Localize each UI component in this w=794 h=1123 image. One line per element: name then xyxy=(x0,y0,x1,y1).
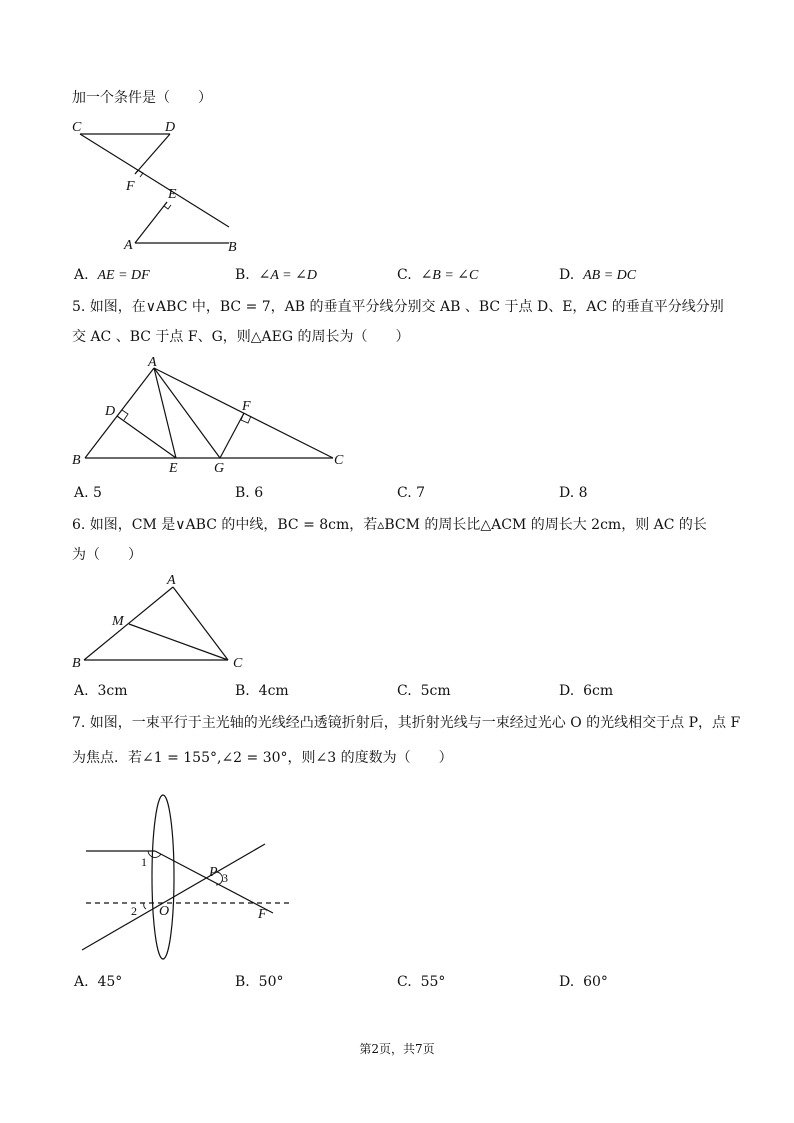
q4-segment-EA xyxy=(135,202,167,243)
q5-label-B: B xyxy=(72,453,81,468)
option-text: 5 xyxy=(93,485,102,501)
q4-label-F: F xyxy=(126,179,135,194)
page-footer: 第2页，共7页 xyxy=(359,1042,435,1056)
q6-segment-BA xyxy=(84,587,173,660)
option-letter: B. xyxy=(235,683,250,699)
q5-option-a[interactable] xyxy=(74,484,102,502)
option-letter: B. xyxy=(235,267,250,283)
q7-label-F: F xyxy=(258,907,267,922)
option-letter: D. xyxy=(559,267,575,283)
q4-label-C: C xyxy=(72,120,82,135)
option-text: AE = DF xyxy=(97,268,150,283)
q5-label-G: G xyxy=(214,461,225,476)
q7-refracted-ray xyxy=(155,851,273,913)
q6-label-M: M xyxy=(112,614,124,629)
q5-label-D: D xyxy=(105,404,116,419)
option-text: AB = DC xyxy=(583,268,637,283)
option-letter: C. xyxy=(397,683,412,699)
option-text: ∠A = ∠D xyxy=(258,268,317,283)
option-text: 6cm xyxy=(583,683,614,699)
q4-label-B: B xyxy=(228,240,237,255)
q6-segment-AC xyxy=(173,587,228,660)
q6-label-B: B xyxy=(72,656,81,671)
q5-segment-AG xyxy=(154,368,220,458)
option-letter: C. xyxy=(397,974,412,990)
q6-stem-line1: 6. 如图，CM 是∨ABC 的中线，BC = 8cm，若▵BCM 的周长比△ACM 的周长大 2cm，则 AC 的长 xyxy=(72,517,707,533)
option-text: 50° xyxy=(258,974,284,990)
option-letter: C. xyxy=(397,267,412,283)
q5-segment-FG xyxy=(220,413,244,458)
q4-option-b[interactable] xyxy=(235,266,317,285)
q4-segment-CB xyxy=(80,134,229,227)
option-text: 45° xyxy=(97,974,123,990)
option-text: 4cm xyxy=(258,683,289,699)
q7-label-angle-1: 1 xyxy=(141,855,147,869)
option-text: 60° xyxy=(583,974,608,990)
q5-label-A: A xyxy=(148,355,157,370)
q7-option-b[interactable] xyxy=(235,973,283,991)
q4-label-E: E xyxy=(168,187,177,202)
option-letter: C. xyxy=(397,485,412,501)
q7-label-O: O xyxy=(159,904,170,919)
q5-label-C: C xyxy=(334,453,344,468)
option-letter: A. xyxy=(74,974,89,990)
q4-stem-tail: 加一个条件是（ ） xyxy=(72,90,212,106)
option-text: 5cm xyxy=(420,683,451,699)
q5-stem-line2: 交 AC 、BC 于点 F、G，则△AEG 的周长为（ ） xyxy=(72,329,410,345)
q7-option-c[interactable] xyxy=(397,973,445,991)
option-letter: A. xyxy=(74,267,89,283)
q5-figure xyxy=(68,354,358,478)
q6-option-d[interactable] xyxy=(559,682,613,700)
q7-label-angle-3: 3 xyxy=(222,871,228,885)
q6-option-b[interactable] xyxy=(235,682,289,700)
option-text: 55° xyxy=(420,974,446,990)
q6-label-A: A xyxy=(167,573,176,588)
q4-right-angle-E xyxy=(164,202,171,209)
q4-option-d[interactable] xyxy=(559,266,636,285)
q4-figure xyxy=(68,115,258,257)
q5-option-d[interactable] xyxy=(559,484,588,502)
option-letter: A. xyxy=(74,485,89,501)
option-letter: D. xyxy=(559,485,575,501)
option-letter: D. xyxy=(559,683,575,699)
q6-option-a[interactable] xyxy=(74,682,128,700)
option-letter: B. xyxy=(235,974,250,990)
option-text: ∠B = ∠C xyxy=(420,268,479,283)
q5-option-c[interactable] xyxy=(397,484,425,502)
q7-option-a[interactable] xyxy=(74,973,122,991)
option-letter: A. xyxy=(74,683,89,699)
q4-option-c[interactable] xyxy=(397,266,478,285)
q5-option-b[interactable] xyxy=(235,484,263,502)
option-text: 3cm xyxy=(97,683,128,699)
q5-label-F: F xyxy=(242,399,251,414)
option-text: 7 xyxy=(416,485,426,501)
q6-segment-MC xyxy=(129,624,228,660)
q6-option-c[interactable] xyxy=(397,682,451,700)
q4-option-a[interactable] xyxy=(74,266,150,285)
q7-stem-line2: 为焦点．若∠1 = 155°,∠2 = 30°，则∠3 的度数为（ ） xyxy=(72,750,453,766)
q7-label-angle-2: 2 xyxy=(131,904,137,918)
q4-label-D: D xyxy=(165,120,176,135)
q7-option-d[interactable] xyxy=(559,973,608,991)
q7-angle-2-arc xyxy=(144,903,146,909)
q7-figure xyxy=(68,790,298,965)
q7-stem-line1: 7. 如图，一束平行于主光轴的光线经凸透镜折射后，其折射光线与一束经过光心 O 的光线相交于点 P，点 F xyxy=(72,715,741,731)
q6-label-C: C xyxy=(233,656,243,671)
q4-segment-DF xyxy=(135,134,170,174)
q5-label-E: E xyxy=(169,461,178,476)
option-letter: B. xyxy=(235,485,250,501)
q7-label-P: P xyxy=(209,865,218,880)
q7-angle-1-arc xyxy=(148,851,161,857)
q5-stem-line1: 5. 如图，在∨ABC 中，BC = 7，AB 的垂直平分线分别交 AB 、BC 于点 D、E，AC 的垂直平分线分别 xyxy=(72,299,724,315)
option-letter: D. xyxy=(559,974,575,990)
option-text: 8 xyxy=(578,485,588,501)
convex-lens xyxy=(152,795,174,959)
q4-label-A: A xyxy=(124,238,133,253)
q6-figure xyxy=(68,569,258,673)
q6-stem-line2: 为（ ） xyxy=(72,547,142,563)
option-text: 6 xyxy=(254,485,264,501)
